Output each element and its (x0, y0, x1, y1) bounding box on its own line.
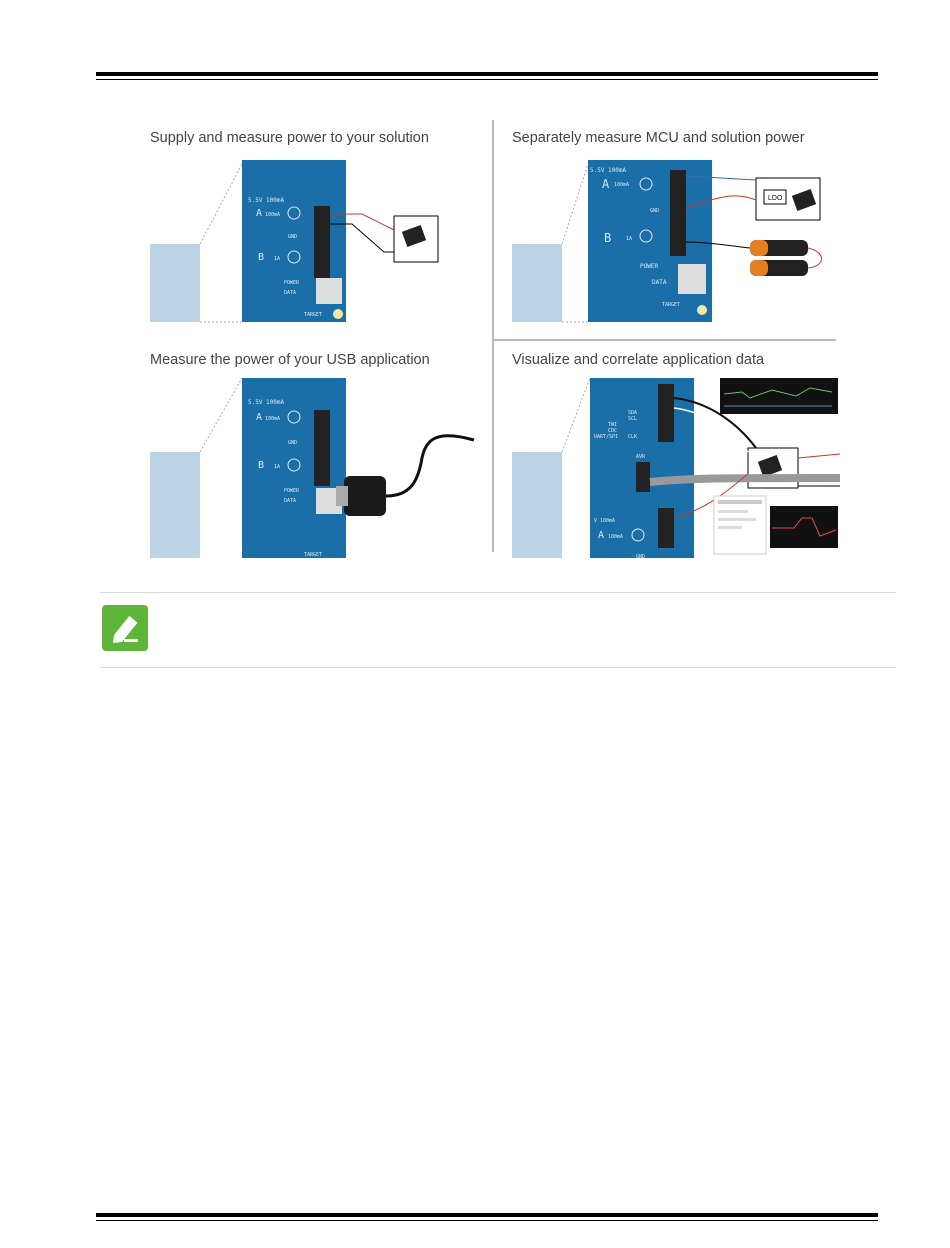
mount-hole (697, 305, 707, 315)
gnd-label: GND (288, 234, 298, 240)
data-header-pins (658, 384, 674, 442)
panel-title: Measure the power of your USB application (150, 352, 430, 368)
pin-label-right: CLK (628, 434, 638, 440)
data-label: DATA (284, 498, 297, 504)
panel-title: Visualize and correlate application data (512, 352, 765, 368)
small-board-thumbnail (512, 244, 562, 322)
b-range-label: 1A (274, 256, 281, 262)
note-box (100, 592, 896, 668)
mcu-solution-illustration (510, 156, 830, 336)
avr-label: AVR (636, 454, 646, 460)
a-range-label: 100mA (608, 534, 624, 540)
b-range-label: 1A (626, 236, 633, 242)
rail-label: 5.5V 100mA (590, 167, 627, 174)
channel-a-label: A (256, 412, 263, 423)
channel-a-label: A (602, 177, 610, 191)
small-board-thumbnail (512, 452, 562, 558)
header-pins (670, 170, 686, 256)
data-plot-window (720, 378, 838, 414)
footer-rule-thick (96, 1213, 878, 1217)
rail-label: 5.5V 100mA (248, 197, 285, 204)
ldo-rail-label: V 100mA (594, 518, 616, 524)
ribbon-cable (650, 478, 840, 482)
panel-visualize-data (510, 340, 854, 558)
channel-b-label: B (258, 252, 265, 263)
panel-mcu-solution (510, 118, 854, 336)
avr-header-pins (636, 462, 650, 492)
supply-measure-illustration (148, 156, 488, 336)
data-label: DATA (652, 279, 667, 286)
pin-label-left: TWI (608, 422, 618, 428)
header-rule-thin (96, 79, 878, 80)
figure-vertical-divider (492, 120, 494, 552)
header-pins (314, 410, 330, 486)
small-board-thumbnail (150, 244, 200, 322)
pencil-note-icon (102, 605, 148, 651)
power-label: POWER (284, 488, 300, 494)
mount-hole (333, 309, 343, 319)
usb-application-illustration (148, 378, 488, 558)
channel-b-label: B (258, 460, 265, 471)
channel-a-label: A (598, 530, 605, 541)
small-board-thumbnail (150, 452, 200, 558)
usb-port-icon (678, 264, 706, 294)
target-label: TARGET (304, 552, 323, 558)
ldo-label: LDO (768, 195, 783, 202)
gui-window (714, 496, 766, 554)
gnd-label: GND (636, 554, 646, 558)
panel-supply-measure (148, 118, 492, 336)
header-pins (314, 206, 330, 278)
b-range-label: 1A (274, 464, 281, 470)
feature-figure (148, 118, 838, 558)
channel-a-label: A (256, 208, 263, 219)
target-label: TARGET (662, 302, 681, 308)
power-label: POWER (284, 280, 300, 286)
usb-cable (386, 436, 474, 496)
a-range-label: 100mA (614, 182, 630, 188)
rail-label: 5.5V 100mA (248, 399, 285, 406)
power-plot-window (770, 506, 838, 548)
pin-label-right: SCL (628, 416, 638, 422)
panel-title: Separately measure MCU and solution power (512, 130, 805, 146)
power-header-pins (658, 508, 674, 548)
channel-b-label: B (604, 231, 612, 245)
a-range-label: 100mA (265, 212, 281, 218)
panel-title: Supply and measure power to your solution (150, 130, 429, 146)
power-label: POWER (640, 263, 659, 270)
gnd-label: GND (288, 440, 298, 446)
target-label: TARGET (304, 312, 323, 318)
pin-label-left: UART/SPI (594, 434, 619, 440)
pin-label-left: CDC (608, 428, 618, 434)
gnd-label: GND (650, 208, 660, 214)
panel-usb-application (148, 340, 492, 558)
footer-rule-thin (96, 1220, 878, 1221)
pin-label-right: SDA (628, 410, 638, 416)
a-range-label: 100mA (265, 416, 281, 422)
data-label: DATA (284, 290, 297, 296)
header-rule-thick (96, 72, 878, 76)
usb-port-icon (316, 278, 342, 304)
visualize-data-illustration (510, 378, 840, 558)
usb-plug-icon (344, 476, 386, 516)
